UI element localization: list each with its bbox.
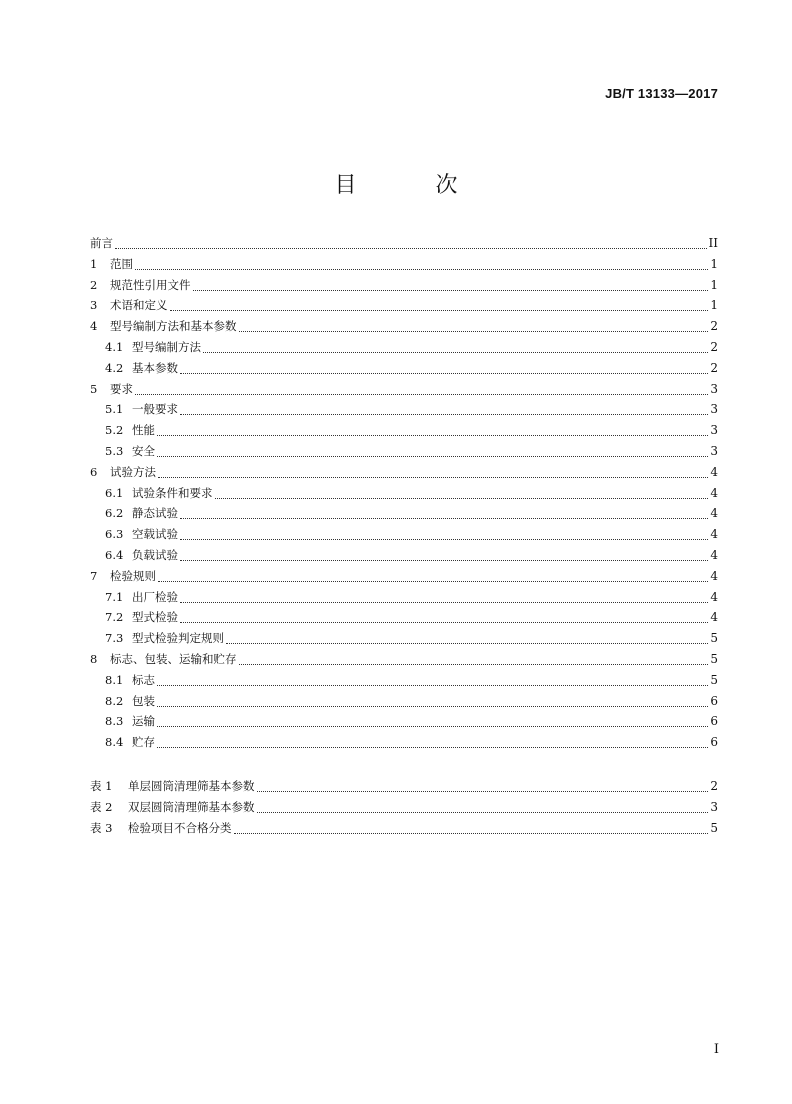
toc-entry[interactable] [90,315,718,336]
entry-page-number: 4 [710,464,718,479]
entry-page-number: 5 [710,672,718,687]
entry-number: 8.4 [105,735,124,750]
toc-subentry[interactable] [90,544,718,565]
dot-leader [135,255,708,270]
dot-leader [180,400,708,415]
entry-label: 贮存 [132,735,155,750]
entry-page-number: 2 [710,779,718,793]
entry-label: 出厂检验 [132,589,178,604]
entry-number: 8.3 [105,714,124,729]
dot-leader [157,671,708,686]
toc-subentry[interactable] [90,336,718,357]
dot-leader [239,650,709,665]
entry-page-number: 3 [710,423,718,438]
entry-page-number: II [708,236,718,250]
entry-page-number: 3 [710,381,718,396]
entry-page-number: 6 [710,714,718,729]
dot-leader [158,567,708,582]
entry-page-number: 1 [710,277,718,292]
dot-leader [257,777,709,792]
entry-page-number: 6 [710,735,718,750]
toc-subentry[interactable] [90,586,718,607]
toc-entry[interactable] [90,294,718,315]
dot-leader [157,692,708,707]
entry-page-number: 3 [710,402,718,417]
entry-label: 要求 [110,381,133,396]
dot-leader [239,317,709,332]
page-number: I [713,1042,719,1057]
entry-label: 性能 [132,423,155,438]
dot-leader [180,504,708,519]
page-title: 目 次 [334,173,494,198]
entry-number: 表 3 [90,820,113,835]
entry-number: 2 [90,277,98,292]
toc-entry[interactable] [90,378,718,399]
entry-page-number: 2 [710,319,718,334]
entry-label: 前言 [90,236,113,250]
entry-label: 运输 [132,714,155,729]
entry-label: 包装 [132,693,155,708]
entry-label: 基本参数 [132,360,178,375]
entry-page-number: 1 [710,298,718,313]
entry-label: 试验方法 [110,464,156,479]
dot-leader [115,234,707,249]
dot-leader [157,733,708,748]
entry-page-number: 6 [710,693,718,708]
entry-page-number: 4 [710,527,718,542]
entry-label: 静态试验 [132,506,178,521]
entry-number: 7.1 [105,589,124,604]
entry-label: 一般要求 [132,402,178,417]
dot-leader [180,359,708,374]
toc-subentry[interactable] [90,523,718,544]
entry-number: 6 [90,464,98,479]
entry-number: 4.1 [105,339,124,354]
toc-entry[interactable] [90,253,718,274]
toc-subentry[interactable] [90,627,718,648]
entry-page-number: 2 [710,360,718,375]
entry-number: 7.2 [105,610,124,625]
entry-label: 术语和定义 [110,298,168,313]
entry-number: 1 [90,256,98,271]
entry-page-number: 4 [710,568,718,583]
toc-subentry[interactable] [90,398,718,419]
dot-leader [158,463,708,478]
toc-subentry[interactable] [90,731,718,752]
entry-number: 3 [90,298,98,313]
toc-subentry[interactable] [90,357,718,378]
toc-subentry[interactable] [90,606,718,627]
entry-label: 双层圆筒清理筛基本参数 [128,799,255,814]
entry-number: 5.2 [105,423,124,438]
entry-number: 8 [90,651,98,666]
dot-leader [180,525,708,540]
dot-leader [226,629,708,644]
table-list-entry[interactable] [90,817,718,838]
dot-leader [203,338,708,353]
entry-label: 标志、包装、运输和贮存 [110,651,237,666]
entry-page-number: 5 [710,631,718,646]
entry-number: 4 [90,319,98,334]
entry-number: 8.2 [105,693,124,708]
dot-leader [215,484,709,499]
dot-leader [157,421,708,436]
entry-number: 5 [90,381,98,396]
toc-subentry[interactable] [90,440,718,461]
dot-leader [170,296,709,311]
entry-label: 检验项目不合格分类 [128,820,232,835]
entry-page-number: 4 [710,547,718,562]
entry-page-number: 4 [710,589,718,604]
entry-label: 空载试验 [132,527,178,542]
entry-label: 型号编制方法 [132,339,201,354]
dot-leader [257,798,709,813]
toc-entry[interactable] [90,232,718,253]
entry-number: 6.4 [105,547,124,562]
entry-label: 型号编制方法和基本参数 [110,319,237,334]
entry-page-number: 3 [710,443,718,458]
entry-label: 单层圆筒清理筛基本参数 [128,779,255,793]
toc-subentry[interactable] [90,419,718,440]
entry-label: 型式检验 [132,610,178,625]
toc-subentry[interactable] [90,482,718,503]
toc-subentry[interactable] [90,690,718,711]
table-list-entry[interactable] [90,796,718,817]
entry-label: 标志 [132,672,155,687]
toc-entry[interactable] [90,648,718,669]
dot-leader [135,380,708,395]
entry-label: 检验规则 [110,568,156,583]
entry-number: 6.2 [105,506,124,521]
dot-leader [234,819,709,834]
entry-number: 表 2 [90,799,113,814]
entry-page-number: 5 [710,820,718,835]
entry-page-number: 1 [710,256,718,271]
dot-leader [180,608,708,623]
entry-number: 7 [90,568,98,583]
dot-leader [180,588,708,603]
dot-leader [157,712,708,727]
entry-page-number: 2 [710,339,718,354]
list-of-tables [90,775,718,837]
standard-code: JB/T 13133—2017 [605,86,718,101]
toc-subentry[interactable] [90,502,718,523]
entry-number: 4.2 [105,360,124,375]
toc-entry[interactable] [90,274,718,295]
entry-page-number: 3 [710,799,718,814]
entry-label: 范围 [110,256,133,271]
entry-number: 6.1 [105,485,124,500]
entry-number: 表 1 [90,779,113,793]
table-list-entry[interactable] [90,775,718,796]
entry-label: 试验条件和要求 [132,485,213,500]
dot-leader [193,276,709,291]
toc-entry[interactable] [90,565,718,586]
entry-label: 负载试验 [132,547,178,562]
entry-number: 7.3 [105,631,124,646]
entry-number: 5.1 [105,402,124,417]
toc-subentry[interactable] [90,710,718,731]
toc-entry[interactable] [90,461,718,482]
entry-page-number: 4 [710,506,718,521]
entry-page-number: 4 [710,610,718,625]
entry-page-number: 4 [710,485,718,500]
entry-page-number: 5 [710,651,718,666]
table-of-contents [90,232,718,752]
entry-label: 规范性引用文件 [110,277,191,292]
entry-label: 安全 [132,443,155,458]
dot-leader [157,442,708,457]
entry-label: 型式检验判定规则 [132,631,224,646]
entry-number: 8.1 [105,672,124,687]
toc-subentry[interactable] [90,669,718,690]
entry-number: 5.3 [105,443,124,458]
dot-leader [180,546,708,561]
entry-number: 6.3 [105,527,124,542]
